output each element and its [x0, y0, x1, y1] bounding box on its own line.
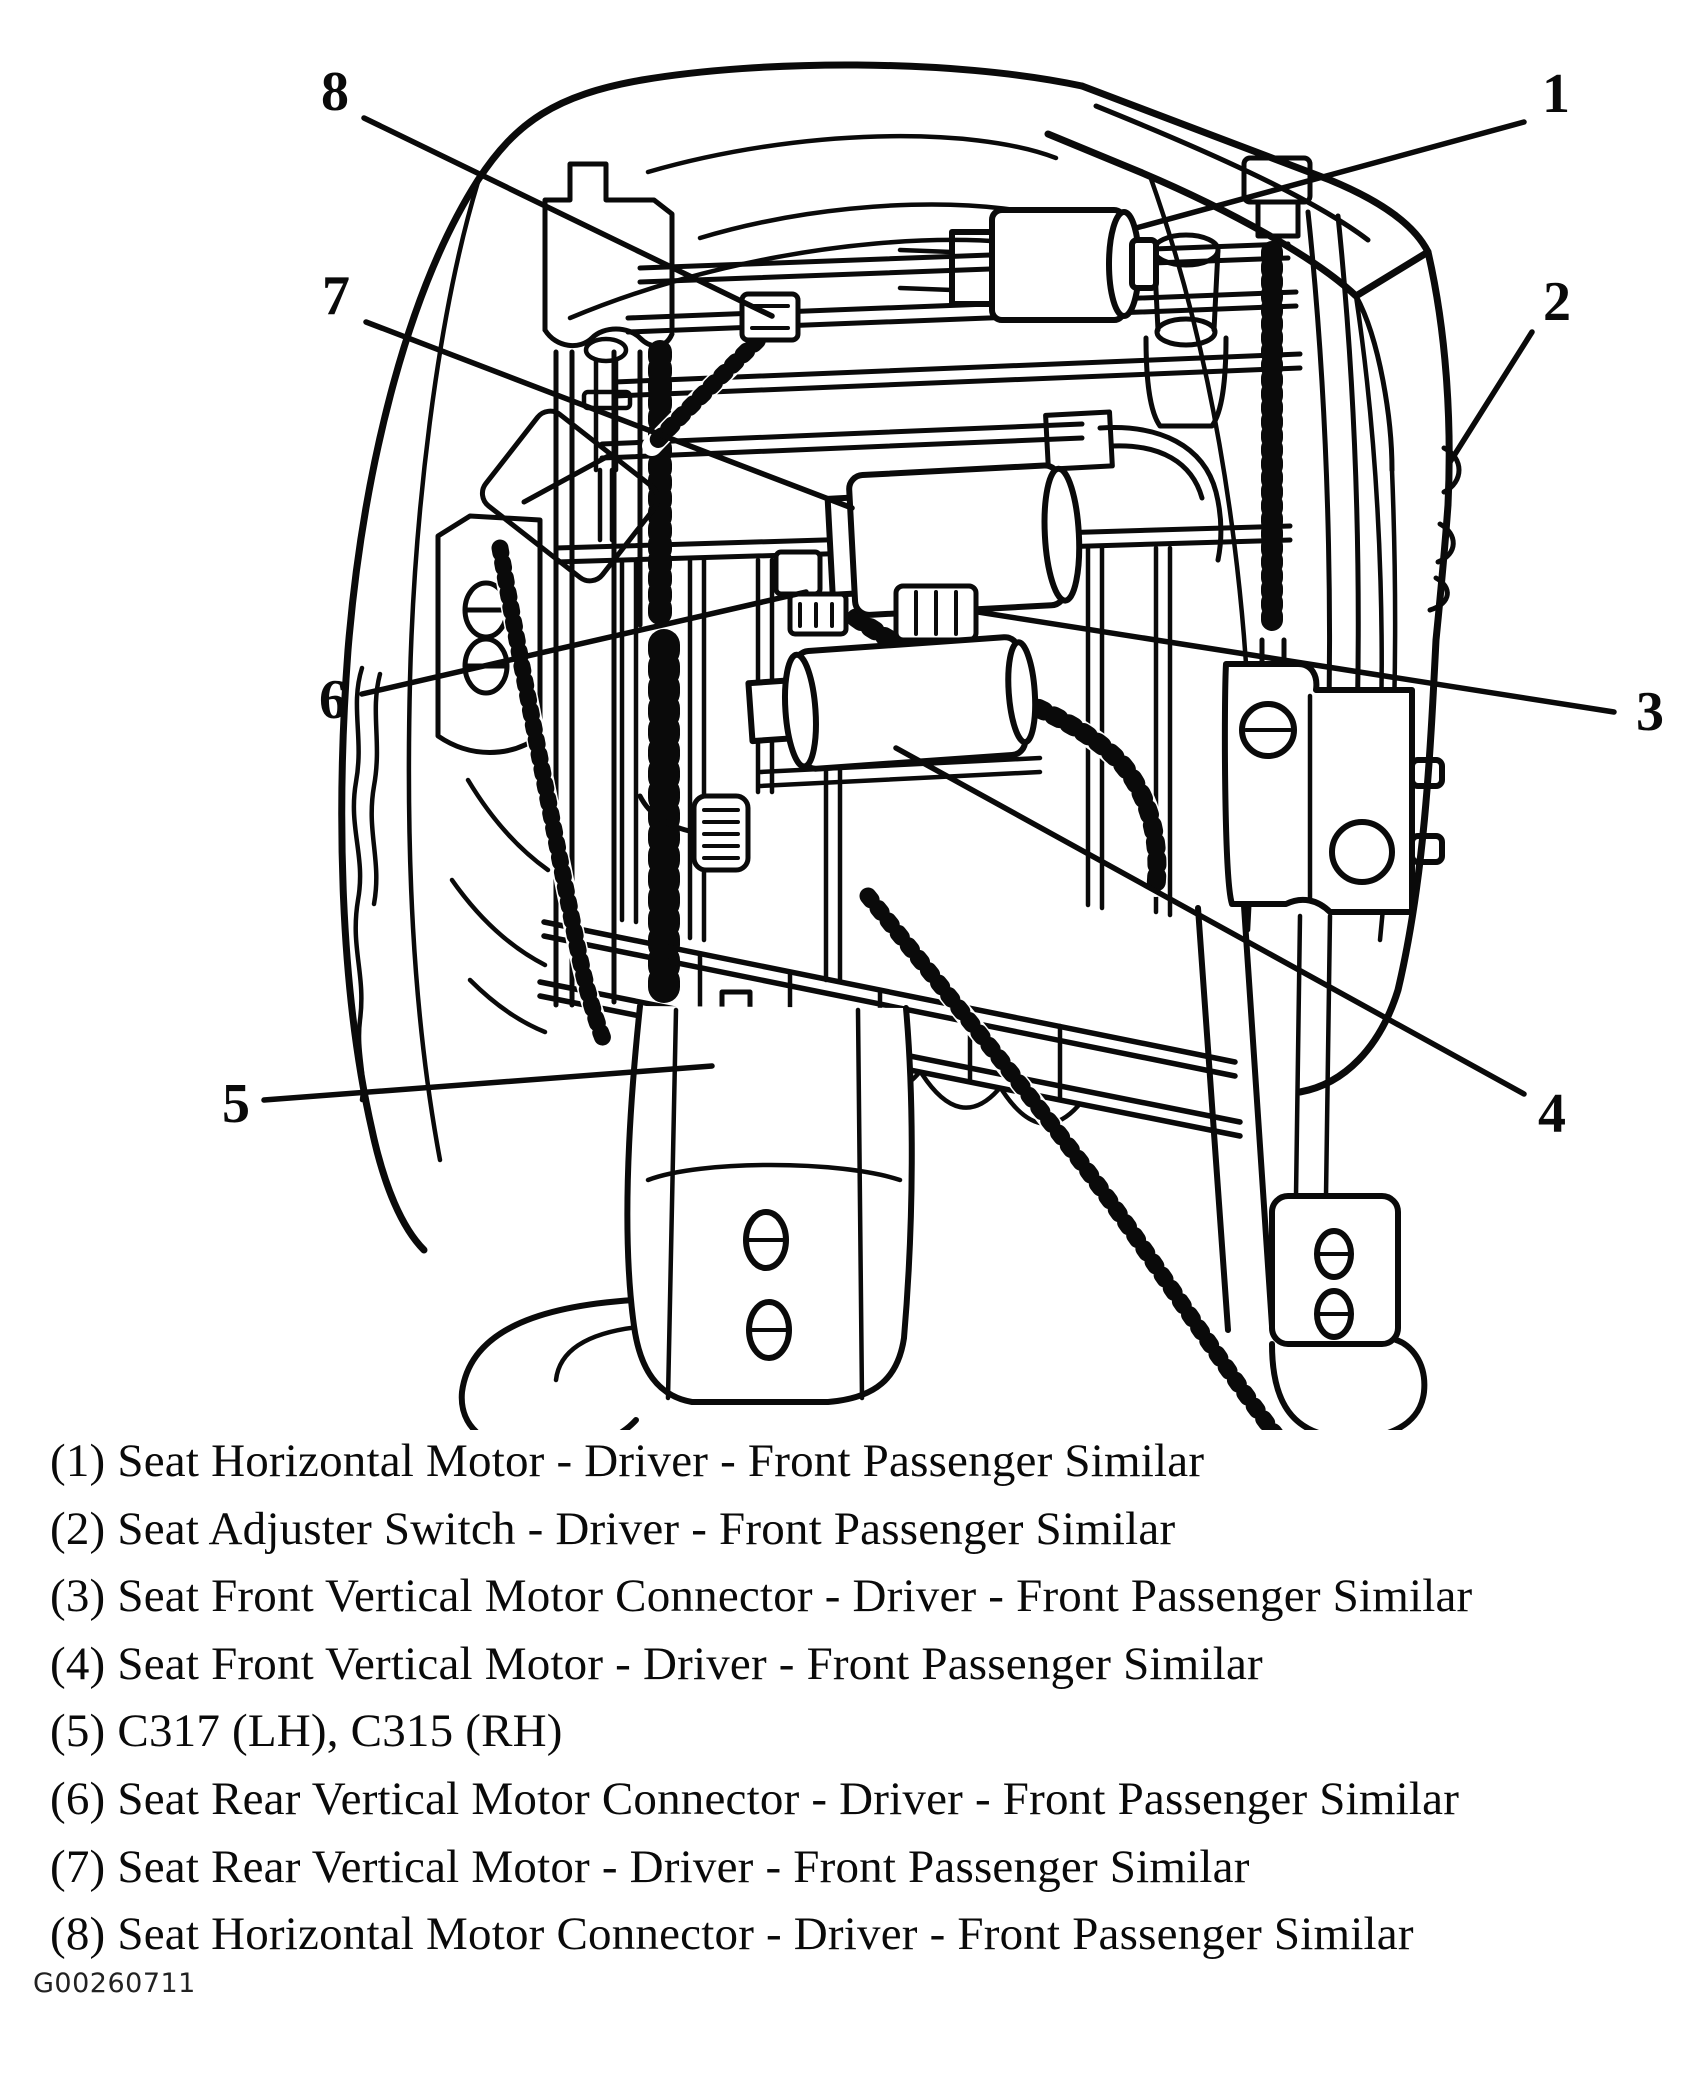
legend-item-number: (8)	[50, 1908, 106, 1961]
legend-item-2	[50, 1496, 1667, 1564]
legend-item-number: (3)	[50, 1570, 106, 1623]
legend	[50, 1428, 1667, 1969]
right-foot-bracket	[1272, 1196, 1398, 1344]
callout-leader-6	[362, 592, 806, 694]
legend-item-label: Seat Rear Vertical Motor - Driver - Front Passenger Similar	[117, 1840, 1250, 1893]
callout-leader-2	[1450, 332, 1532, 462]
legend-item-label: Seat Horizontal Motor Connector - Driver - Front Passenger Similar	[117, 1908, 1414, 1961]
legend-item-number: (6)	[50, 1772, 106, 1825]
callout-leader-7	[366, 322, 852, 508]
legend-item-7	[50, 1834, 1667, 1902]
legend-item-label: Seat Horizontal Motor - Driver - Front Passenger Similar	[117, 1435, 1205, 1487]
legend-item-label: Seat Rear Vertical Motor Connector - Driver - Front Passenger Similar	[117, 1772, 1460, 1825]
legend-item-label: Seat Front Vertical Motor - Driver - Front Passenger Similar	[117, 1637, 1263, 1690]
callout-number-8: 8	[321, 61, 349, 123]
callout-number-4: 4	[1538, 1083, 1566, 1145]
callout-number-3: 3	[1636, 681, 1664, 743]
seat-front-vertical-motor	[746, 635, 1039, 773]
legend-item-3	[50, 1563, 1667, 1631]
figure-id: G00260711	[33, 1968, 196, 1999]
seat-front-vertical-motor-connector	[896, 586, 976, 640]
callout-number-2: 2	[1543, 271, 1571, 333]
legend-item-number: (4)	[50, 1637, 106, 1690]
legend-item-number: (2)	[50, 1502, 106, 1555]
legend-item-label: Seat Front Vertical Motor Connector - Driver - Front Passenger Similar	[117, 1570, 1473, 1623]
callout-number-7: 7	[322, 265, 350, 327]
legend-item-6	[50, 1766, 1667, 1834]
legend-item-label: Seat Adjuster Switch - Driver - Front Passenger Similar	[117, 1502, 1176, 1555]
legend-item-8	[50, 1901, 1667, 1969]
legend-item-label: C317 (LH), C315 (RH)	[117, 1705, 563, 1758]
legend-item-number: (7)	[50, 1840, 106, 1893]
legend-item-5	[50, 1698, 1667, 1766]
legend-item-4	[50, 1631, 1667, 1699]
callout-number-5: 5	[222, 1073, 250, 1135]
callout-number-1: 1	[1542, 63, 1570, 125]
right-rear-leg	[1198, 664, 1442, 1430]
legend-item-number: (1)	[50, 1435, 106, 1487]
legend-item-1	[50, 1428, 1667, 1496]
seat-adjuster-switch	[1430, 448, 1459, 610]
callout-number-6: 6	[319, 669, 347, 731]
legend-item-number: (5)	[50, 1705, 106, 1758]
